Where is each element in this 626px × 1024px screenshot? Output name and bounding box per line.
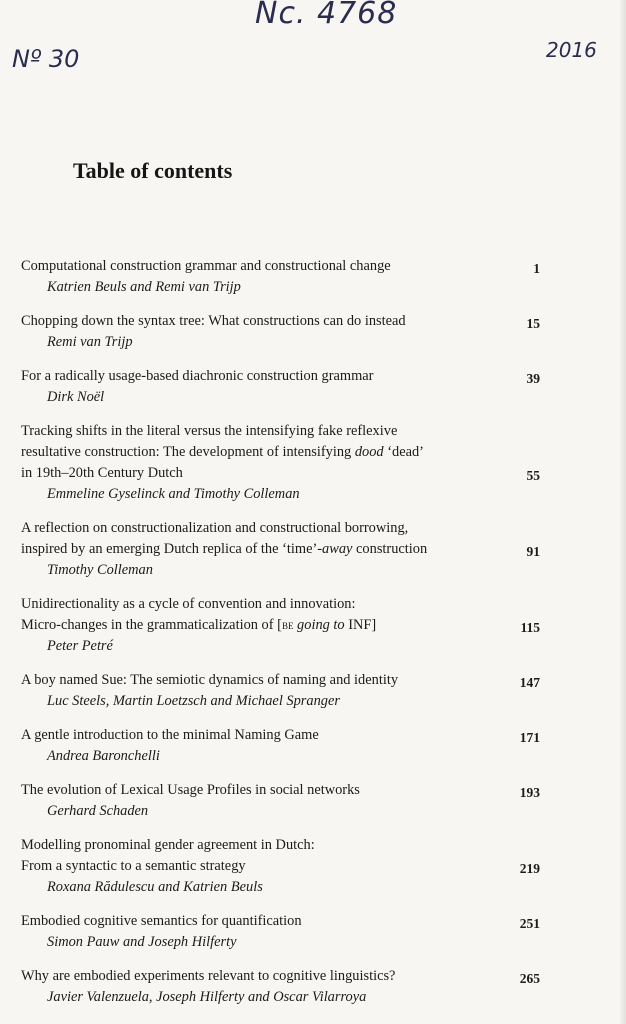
entry-page: 91: [526, 544, 540, 559]
entry-page: 171: [519, 730, 540, 745]
entry-title-line: [21, 442, 540, 463]
title-italic-text: dood: [354, 444, 384, 460]
toc-entry: [21, 366, 540, 408]
handwritten-year: 2016: [546, 38, 597, 62]
entry-title: Chopping down the syntax tree: What constructions can do instead: [21, 313, 406, 329]
entry-page: 1: [533, 261, 540, 276]
title-text: Micro-changes in the grammaticalization of [: [21, 617, 282, 633]
title-text: ‘dead’: [383, 444, 424, 460]
toc-entry: [21, 725, 540, 767]
title-text: INF]: [344, 617, 377, 633]
title-text: inspired by an emerging Dutch replica of the ‘time’-: [21, 541, 323, 557]
toc-heading: Table of contents: [73, 158, 233, 183]
handwritten-issue-number: Nº 30: [12, 45, 80, 73]
entry-title-line: From a syntactic to a semantic strategy: [21, 858, 246, 874]
entry-title: A boy named Sue: The semiotic dynamics of naming and identity: [21, 672, 399, 688]
toc-entry: [21, 518, 540, 581]
toc-entry: [21, 780, 540, 822]
entry-authors: Roxana Rădulescu and Katrien Beuls: [47, 879, 263, 895]
entry-page: 265: [519, 971, 540, 986]
entry-title-line: in 19th–20th Century Dutch: [21, 465, 183, 481]
entry-page: 115: [520, 620, 540, 635]
page-edge: [620, 0, 626, 1024]
title-text: construction: [352, 541, 428, 557]
entry-authors: Katrien Beuls and Remi van Trijp: [47, 279, 241, 295]
entry-title: Why are embodied experiments relevant to cognitive linguistics?: [21, 968, 396, 984]
entry-authors: Simon Pauw and Joseph Hilferty: [47, 934, 237, 950]
toc-entry: [21, 670, 540, 712]
entry-authors: Andrea Baronchelli: [47, 748, 160, 764]
entry-title: A gentle introduction to the minimal Naming Game: [21, 727, 319, 743]
title-text: resultative construction: The development of intensifying: [21, 444, 355, 460]
entry-title: The evolution of Lexical Usage Profiles in social networks: [21, 782, 360, 798]
entry-title-line: [21, 539, 540, 560]
entry-title-line: [21, 615, 540, 636]
toc-entry: [21, 594, 540, 657]
entry-page: 39: [526, 371, 540, 386]
entry-authors: Emmeline Gyselinck and Timothy Colleman: [47, 486, 300, 502]
entry-title: Computational construction grammar and constructional change: [21, 258, 391, 274]
entry-page: 251: [519, 916, 540, 931]
entry-page: 147: [519, 675, 540, 690]
toc-entry: [21, 966, 540, 1008]
entry-title: Embodied cognitive semantics for quantification: [21, 913, 302, 929]
entry-authors: Timothy Colleman: [47, 562, 153, 578]
handwritten-catalog-number: Nc. 4768: [255, 0, 398, 31]
title-italic-text: going to: [293, 617, 345, 633]
entry-authors: Remi van Trijp: [47, 334, 133, 350]
title-smallcaps-text: be: [281, 618, 294, 632]
toc-list: [21, 256, 540, 1021]
toc-entry: [21, 311, 540, 353]
entry-page: 193: [519, 785, 540, 800]
title-italic-text: away: [322, 541, 353, 557]
entry-authors: Luc Steels, Martin Loetzsch and Michael Spranger: [47, 693, 340, 709]
entry-authors: Peter Petré: [47, 638, 113, 654]
entry-authors: Gerhard Schaden: [47, 803, 149, 819]
entry-title-line: Modelling pronominal gender agreement in Dutch:: [21, 837, 315, 853]
entry-title-line: Tracking shifts in the literal versus the intensifying fake reflexive: [21, 423, 398, 439]
entry-title: For a radically usage-based diachronic construction grammar: [21, 368, 374, 384]
toc-entry: [21, 421, 540, 505]
entry-title-line: A reflection on constructionalization and constructional borrowing,: [21, 520, 409, 536]
entry-authors: Dirk Noël: [47, 389, 105, 405]
entry-page: 219: [519, 861, 540, 876]
entry-authors: Javier Valenzuela, Joseph Hilferty and Oscar Vilarroya: [47, 989, 367, 1005]
entry-page: 55: [526, 468, 540, 483]
toc-entry: [21, 835, 540, 898]
entry-page: 15: [526, 316, 540, 331]
entry-title-line: Unidirectionality as a cycle of convention and innovation:: [21, 596, 356, 612]
toc-entry: [21, 911, 540, 953]
toc-entry: [21, 256, 540, 298]
